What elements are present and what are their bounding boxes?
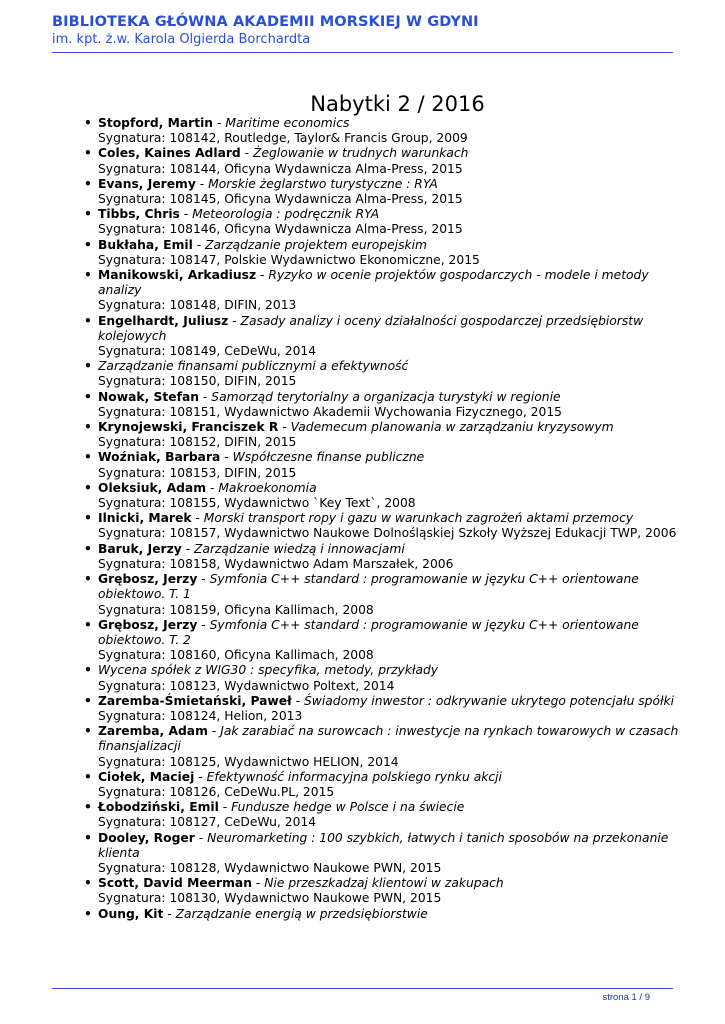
entry-title: Żeglowanie w trudnych warunkach — [253, 146, 469, 161]
list-item — [98, 663, 688, 693]
entry-author: Ciołek, Maciej — [98, 769, 195, 784]
entry-title: Współczesne finanse publiczne — [232, 450, 425, 465]
entry-heading: • Oung, Kit - Zarządzanie energią w przedsiębiorstwie — [98, 906, 428, 921]
library-subtitle: im. kpt. ż.w. Karola Olgierda Borchardta — [52, 32, 311, 47]
entry-details: Sygnatura: 108124, Helion, 2013 — [98, 708, 303, 723]
entry-title: Jak zarabiać na surowcach : inwestycje na rynkach towarowych w czasach finansjalizacji — [98, 724, 679, 754]
list-item — [98, 542, 688, 572]
list-item — [98, 359, 688, 389]
list-item — [98, 238, 688, 268]
entry-heading: • Scott, David Meerman - Nie przeszkadzaj klientowi w zakupach — [98, 876, 504, 891]
entry-details: Sygnatura: 108142, Routledge, Taylor& Francis Group, 2009 — [98, 131, 468, 146]
entry-heading: • Stopford, Martin - Maritime economics — [98, 116, 350, 130]
entry-heading: • Manikowski, Arkadiusz - Ryzyko w ocenie projektów gospodarczych - modele i metody analizy — [98, 268, 649, 298]
entry-details: Sygnatura: 108159, Oficyna Kallimach, 2008 — [98, 602, 374, 617]
document-title: Nabytki 2 / 2016 — [310, 92, 485, 116]
entry-author: Krynojewski, Franciszek R — [98, 420, 279, 435]
entry-details: Sygnatura: 108150, DIFIN, 2015 — [98, 374, 297, 389]
entry-title: Nie przeszkadzaj klientowi w zakupach — [264, 876, 504, 891]
entry-title: Maritime economics — [225, 116, 350, 130]
entry-heading: • Zaremba-Śmietański, Paweł - Świadomy inwestor : odkrywanie ukrytego potencjału spółki — [98, 693, 675, 708]
entry-title: Meteorologia : podręcznik RYA — [192, 207, 380, 222]
list-item — [98, 420, 688, 450]
footer-divider — [52, 988, 673, 989]
entry-title: Wycena spółek z WIG30 : specyfika, metody, przykłady — [98, 663, 439, 678]
entry-details: Sygnatura: 108126, CeDeWu.PL, 2015 — [98, 784, 335, 799]
entry-author: Grębosz, Jerzy — [98, 617, 198, 632]
entry-details: Sygnatura: 108155, Wydawnictwo `Key Text`, 2008 — [98, 496, 416, 511]
list-item — [98, 572, 688, 618]
list-item — [98, 511, 688, 541]
list-item — [98, 907, 688, 922]
entry-title: Morski transport ropy i gazu w warunkach zagrożeń aktami przemocy — [203, 511, 634, 526]
entry-title: Zarządzanie finansami publicznymi a efektywność — [98, 359, 409, 374]
entry-author: Zaremba, Adam — [98, 724, 208, 739]
entry-author: Ilnicki, Marek — [98, 511, 192, 526]
entry-title: Neuromarketing : 100 szybkich, łatwych i tanich sposobów na przekonanie klienta — [98, 830, 669, 860]
list-item — [98, 770, 688, 800]
entry-author: Tibbs, Chris — [98, 207, 180, 222]
entry-details: Sygnatura: 108147, Polskie Wydawnictwo Ekonomiczne, 2015 — [98, 252, 480, 267]
list-item — [98, 390, 688, 420]
entry-heading: • Tibbs, Chris - Meteorologia : podręcznik RYA — [98, 207, 380, 222]
list-item — [98, 207, 688, 237]
entry-details: Sygnatura: 108123, Wydawnictwo Poltext, 2014 — [98, 678, 395, 693]
list-item — [98, 694, 688, 724]
entry-details: Sygnatura: 108160, Oficyna Kallimach, 2008 — [98, 648, 374, 663]
entry-details: Sygnatura: 108144, Oficyna Wydawnicza Alma-Press, 2015 — [98, 161, 463, 176]
entry-author: Oleksiuk, Adam — [98, 480, 207, 495]
list-item — [98, 177, 688, 207]
entry-heading: • Grębosz, Jerzy - Symfonia C++ standard : programowanie w języku C++ orientowane obiektowo. T. 1 — [98, 572, 639, 602]
list-item — [98, 268, 688, 314]
entry-author: Engelhardt, Juliusz — [98, 313, 229, 328]
entry-title: Symfonia C++ standard : programowanie w języku C++ orientowane obiektowo. T. 2 — [98, 617, 639, 647]
entry-heading: • Dooley, Roger - Neuromarketing : 100 szybkich, łatwych i tanich sposobów na przekonanie klienta — [98, 830, 669, 860]
header-divider — [52, 52, 673, 53]
entry-author: Stopford, Martin — [98, 116, 214, 130]
entry-author: Grębosz, Jerzy — [98, 572, 198, 587]
list-item — [98, 450, 688, 480]
list-item — [98, 724, 688, 770]
acquisitions-list — [98, 116, 688, 922]
entry-details: Sygnatura: 108158, Wydawnictwo Adam Marszałek, 2006 — [98, 556, 454, 571]
entry-author: Manikowski, Arkadiusz — [98, 268, 257, 283]
list-item — [98, 314, 688, 360]
entry-author: Łobodziński, Emil — [98, 800, 219, 815]
entry-details: Sygnatura: 108145, Oficyna Wydawnicza Alma-Press, 2015 — [98, 192, 463, 207]
entry-author: Evans, Jeremy — [98, 176, 196, 191]
entry-title: Fundusze hedge w Polsce i na świecie — [231, 800, 465, 815]
list-item — [98, 146, 688, 176]
entry-details: Sygnatura: 108128, Wydawnictwo Naukowe PWN, 2015 — [98, 860, 442, 875]
entry-author: Woźniak, Barbara — [98, 450, 221, 465]
entry-title: Świadomy inwestor : odkrywanie ukrytego potencjału spółki — [303, 693, 675, 708]
entry-title: Ryzyko w ocenie projektów gospodarczych - modele i metody analizy — [98, 268, 649, 298]
list-item — [98, 876, 688, 906]
entry-heading: • Evans, Jeremy - Morskie żeglarstwo turystyczne : RYA — [98, 176, 438, 191]
entry-heading: • Łobodziński, Emil - Fundusze hedge w Polsce i na świecie — [98, 800, 465, 815]
entry-title: Morskie żeglarstwo turystyczne : RYA — [208, 176, 438, 191]
entry-author: Baruk, Jerzy — [98, 541, 182, 556]
page-header — [52, 14, 673, 47]
entry-title: Samorząd terytorialny a organizacja turystyki w regionie — [211, 389, 561, 404]
list-item — [98, 800, 688, 830]
entry-heading: • Zaremba, Adam - Jak zarabiać na surowcach : inwestycje na rynkach towarowych w czasach finansjalizacji — [98, 724, 679, 754]
entry-details: Sygnatura: 108148, DIFIN, 2013 — [98, 298, 297, 313]
entry-details: Sygnatura: 108146, Oficyna Wydawnicza Alma-Press, 2015 — [98, 222, 463, 237]
list-item — [98, 618, 688, 664]
entry-heading: • Ciołek, Maciej - Efektywność informacyjna polskiego rynku akcji — [98, 769, 502, 784]
entry-title: Makroekonomia — [218, 480, 317, 495]
entry-heading: • Woźniak, Barbara - Współczesne finanse publiczne — [98, 450, 425, 465]
entry-details: Sygnatura: 108127, CeDeWu, 2014 — [98, 815, 317, 830]
entry-heading: • Coles, Kaines Adlard - Żeglowanie w trudnych warunkach — [98, 146, 469, 161]
entry-details: Sygnatura: 108130, Wydawnictwo Naukowe PWN, 2015 — [98, 891, 442, 906]
entry-heading: • Grębosz, Jerzy - Symfonia C++ standard : programowanie w języku C++ orientowane obiektowo. T. 2 — [98, 617, 639, 647]
entry-author: Nowak, Stefan — [98, 389, 200, 404]
entry-heading: • Ilnicki, Marek - Morski transport ropy i gazu w warunkach zagrożeń aktami przemocy — [98, 511, 634, 526]
entry-title: Zasady analizy i oceny działalności gospodarczej przedsiębiorstw kolejowych — [98, 313, 644, 343]
entry-author: Dooley, Roger — [98, 830, 195, 845]
entry-title: Efektywność informacyjna polskiego rynku akcji — [206, 769, 502, 784]
list-item — [98, 116, 688, 146]
entry-title: Zarządzanie projektem europejskim — [205, 237, 427, 252]
entry-title: Vademecum planowania w zarządzaniu kryzysowym — [290, 420, 614, 435]
list-item — [98, 481, 688, 511]
entry-heading: • Krynojewski, Franciszek R - Vademecum planowania w zarządzaniu kryzysowym — [98, 420, 614, 435]
entry-title: Zarządzanie energią w przedsiębiorstwie — [175, 906, 428, 921]
entry-details: Sygnatura: 108152, DIFIN, 2015 — [98, 435, 297, 450]
entry-details: Sygnatura: 108153, DIFIN, 2015 — [98, 465, 297, 480]
entry-heading: • Nowak, Stefan - Samorząd terytorialny a organizacja turystyki w regionie — [98, 389, 561, 404]
entry-heading: • Oleksiuk, Adam - Makroekonomia — [98, 480, 317, 495]
entry-details: Sygnatura: 108157, Wydawnictwo Naukowe Dolnośląskiej Szkoły Wyższej Edukacji TWP, 2006 — [98, 526, 677, 541]
entry-heading — [98, 663, 688, 678]
entry-heading: • Engelhardt, Juliusz - Zasady analizy i oceny działalności gospodarczej przedsiębiorstw kolejowych — [98, 313, 644, 343]
entry-details: Sygnatura: 108149, CeDeWu, 2014 — [98, 344, 317, 359]
entry-author: Zaremba-Śmietański, Paweł — [98, 693, 292, 708]
page-number: strona 1 / 9 — [602, 992, 650, 1003]
entry-title: Symfonia C++ standard : programowanie w języku C++ orientowane obiektowo. T. 1 — [98, 572, 639, 602]
entry-heading — [98, 359, 688, 374]
entry-heading: • Bukłaha, Emil - Zarządzanie projektem europejskim — [98, 237, 427, 252]
entry-author: Bukłaha, Emil — [98, 237, 193, 252]
entry-title: Zarządzanie wiedzą i innowacjami — [194, 541, 405, 556]
entry-author: Scott, David Meerman — [98, 876, 252, 891]
entry-heading: • Baruk, Jerzy - Zarządzanie wiedzą i innowacjami — [98, 541, 405, 556]
list-item — [98, 831, 688, 877]
entry-details: Sygnatura: 108151, Wydawnictwo Akademii Wychowania Fizycznego, 2015 — [98, 404, 562, 419]
entry-author: Coles, Kaines Adlard — [98, 146, 241, 161]
entry-details: Sygnatura: 108125, Wydawnictwo HELION, 2014 — [98, 754, 399, 769]
entry-author: Oung, Kit — [98, 906, 164, 921]
library-name: BIBLIOTEKA GŁÓWNA AKADEMII MORSKIEJ W GDYNI — [52, 14, 479, 30]
